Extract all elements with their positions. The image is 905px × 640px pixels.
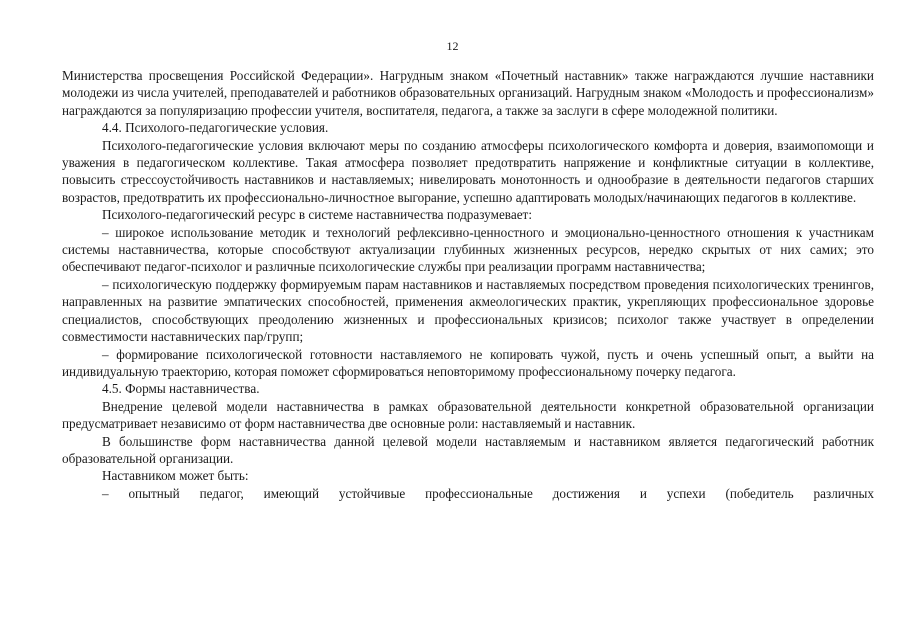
paragraph-mentor-can-be: Наставником может быть:	[102, 468, 249, 484]
list-item-support: – психологическую поддержку формируемым парам наставников и наставляемых посредством проведения психологических тренингов, направленных на развитие эмпатических способностей, применения акмеологических практик, укрепляющих профессиональное здоровье специалистов, способствующих преодолению жизненных и профессиональных кризисов; психолог также участвует в определении совместимости наставнических пар/групп;	[62, 276, 874, 345]
list-item-experienced-teacher: – опытный педагог, имеющий устойчивые профессиональные достижения и успехи (победитель различных	[102, 485, 874, 501]
paragraph-conditions: Психолого-педагогические условия включают меры по созданию атмосферы психологического комфорта и доверия, взаимопомощи и уважения в педагогическом коллективе. Такая атмосфера позволяет предотвратить напряжение и конфликтные ситуации в коллективе, повысить стрессоустойчивость наставников и наставляемых; нивелировать монотонность и однообразие в деятельности педагогов старших возрастов, предотвратить их профессионально-личностное выгорание, успешно адаптировать молодых/начинающих педагогов в коллективе.	[62, 137, 874, 205]
page-number: 12	[446, 39, 459, 53]
paragraph-forms: В большинстве форм наставничества данной целевой модели наставляемым и наставником является педагогический работник образовательной организации.	[62, 433, 874, 466]
list-item-methods: – широкое использование методик и технологий рефлексивно-ценностного и эмоционально-ценностного отношения к участникам системы наставничества, которые способствуют актуализации глубинных жизненных ресурсов, нередко скрытых от них самих; это обеспечивают педагог-психолог и различные психологические службы при реализации программ наставничества;	[62, 224, 874, 275]
paragraph-resource-intro: Психолого-педагогический ресурс в системе наставничества подразумевает:	[102, 207, 532, 223]
list-item-readiness: – формирование психологической готовности наставляемого не копировать чужой, пусть и очень успешный опыт, а выйти на индивидуальную траекторию, которая поможет сформироваться неповторимому профессиональному почерку педагога.	[62, 346, 874, 379]
document-body	[62, 67, 874, 502]
section-heading-4-5: 4.5. Формы наставничества.	[102, 381, 260, 397]
paragraph-awards: Министерства просвещения Российской Федерации». Нагрудным знаком «Почетный наставник» также награждаются лучшие наставники молодежи из числа учителей, преподавателей и работников образовательных организаций. Нагрудным знаком «Молодость и профессионализм» награждаются за популяризацию профессии учителя, воспитателя, педагога, а также за заслуги в сфере молодежной политики.	[62, 68, 874, 118]
section-heading-4-4: 4.4. Психолого-педагогические условия.	[102, 120, 329, 136]
paragraph-implementation: Внедрение целевой модели наставничества в рамках образовательной деятельности конкретной образовательной организации предусматривает независимо от форм наставничества две основные роли: наставляемый и наставник.	[62, 398, 874, 432]
